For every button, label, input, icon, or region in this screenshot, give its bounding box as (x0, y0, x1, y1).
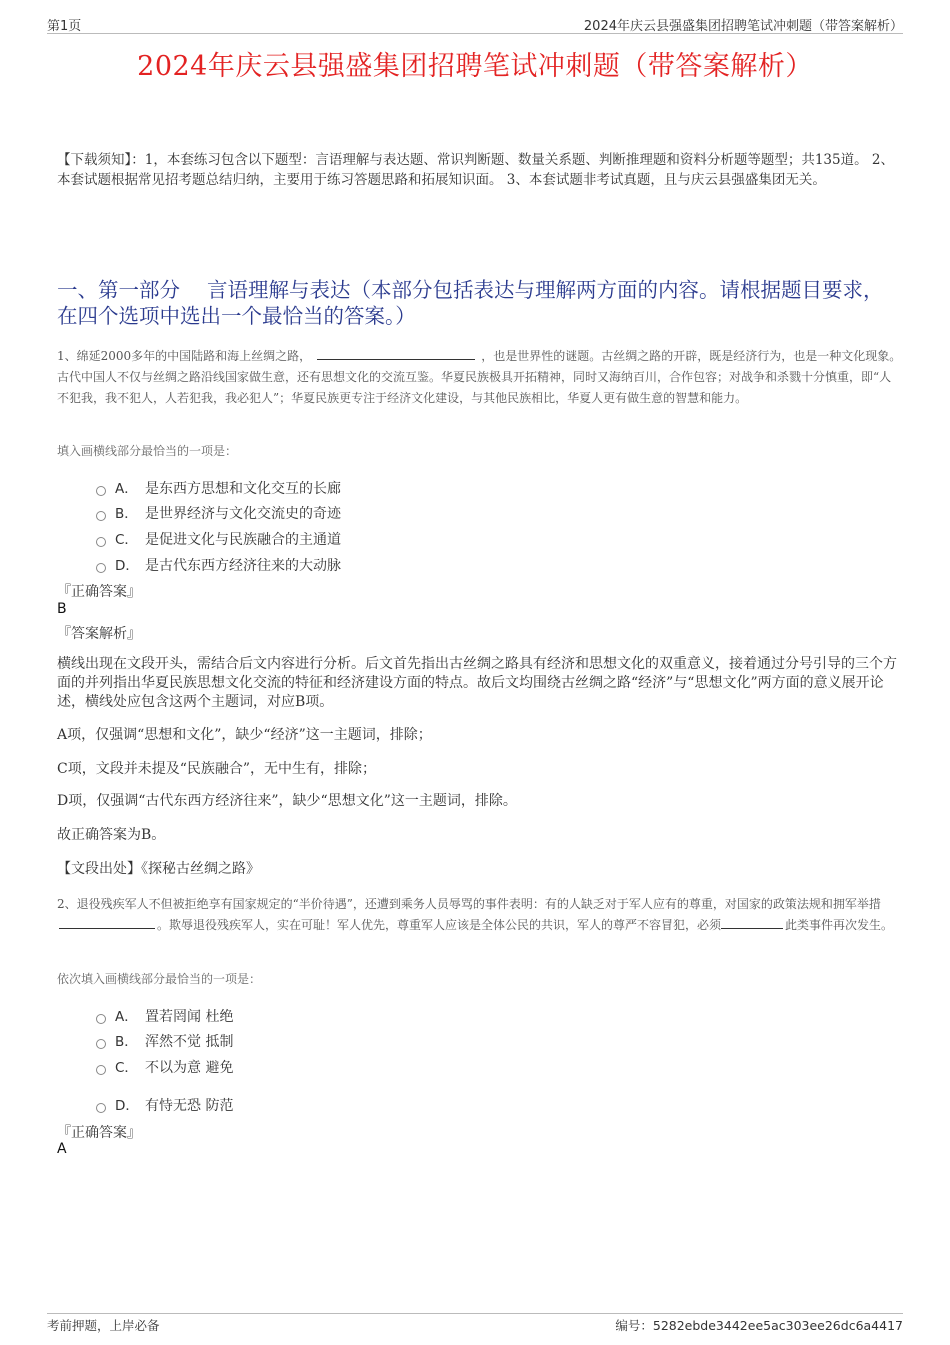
q1-answer-label: 『正确答案』 (57, 584, 141, 600)
header-doc-title: 2024年庆云县强盛集团招聘笔试冲刺题（带答案解析） (583, 19, 903, 34)
q2-option-d[interactable]: D． 有恃无恐 防范 (96, 1094, 233, 1116)
q1-source: 【文段出处】《探秘古丝绸之路》 (57, 861, 260, 877)
q1-option-d[interactable]: D． 是古代东西方经济往来的大动脉 (96, 554, 341, 576)
page-title: 2024年庆云县强盛集团招聘笔试冲刺题（带答案解析） (137, 51, 813, 82)
radio-icon[interactable] (96, 1039, 106, 1049)
q1-option-c[interactable]: C． 是促进文化与民族融合的主通道 (96, 528, 341, 550)
radio-icon[interactable] (96, 511, 106, 521)
q2-option-a[interactable]: A． 置若罔闻 杜绝 (96, 1005, 233, 1027)
radio-icon[interactable] (96, 563, 106, 573)
question-2-text: 2、退役残疾军人不但被拒绝享有国家规定的“半价待遇”，还遭到乘务人员辱骂的事件表明：有的人缺乏对于军人应有的尊重，对国家的政策法规和拥军举措。欺辱退役残疾军人，实在可耻！军人优先，尊重军人应该是全体公民的共识，军人的尊严不容冒犯，必须 此类事件再次发生。 (57, 897, 894, 932)
answer-blank (721, 916, 783, 929)
q1-analysis-item: D项，仅强调“古代东西方经济往来”，缺少“思想文化”这一主题词，排除。 (57, 793, 517, 809)
q1-option-a[interactable]: A． 是东西方思想和文化交互的长廊 (96, 477, 341, 499)
radio-icon[interactable] (96, 1065, 106, 1075)
section-heading: 一、第一部分 言语理解与表达（本部分包括表达与理解两方面的内容。请根据题目要求，在四个选项中选出一个最恰当的答案。） (57, 278, 884, 328)
question-1-instruction: 填入画横线部分最恰当的一项是： (57, 444, 238, 458)
page-header (47, 15, 903, 34)
q1-analysis-label: 『答案解析』 (57, 626, 141, 642)
page-number: 第1页 (47, 19, 82, 34)
q2-answer-label: 『正确答案』 (57, 1125, 141, 1141)
question-2-instruction: 依次填入画横线部分最恰当的一项是： (57, 972, 262, 986)
q1-option-b[interactable]: B． 是世界经济与文化交流史的奇迹 (96, 502, 341, 524)
radio-icon[interactable] (96, 1014, 106, 1024)
q1-analysis-item: C项，文段并未提及“民族融合”，无中生有，排除； (57, 761, 377, 777)
q1-analysis-item: A项，仅强调“思想和文化”，缺少“经济”这一主题词，排除； (57, 727, 432, 743)
radio-icon[interactable] (96, 537, 106, 547)
q2-answer: A (57, 1141, 67, 1157)
q2-option-c[interactable]: C． 不以为意 避免 (96, 1056, 233, 1078)
footer-slogan: 考前押题，上岸必备 (47, 1318, 160, 1333)
q1-analysis-conclusion: 故正确答案为B。 (57, 827, 166, 843)
radio-icon[interactable] (96, 1103, 106, 1113)
page-footer (47, 1313, 903, 1334)
answer-blank (59, 916, 155, 929)
question-1-text: 1、绵延2000多年的中国陆路和海上丝绸之路， ，也是世界性的谜题。古丝绸之路的开辟，既是经济行为，也是一种文化现象。古代中国人不仅与丝绸之路沿线国家做生意，还有思想文化的交流互鉴。华夏民族极具开拓精神，同时又海纳百川，合作包容；对战争和杀戮十分慎重，即“人不犯我，我不犯人，人若犯我，我必犯人”；华夏民族更专注于经济文化建设，与其他民族相比，华夏人更有做生意的智慧和能力。 (57, 349, 902, 405)
download-notice: 【下载须知】：1，本套练习包含以下题型：言语理解与表达题、常识判断题、数量关系题、判断推理题和资料分析题等题型；共135道。 2、本套试题根据常见招考题总结归纳，主要用于练习答题思路和拓展知识面。 3、本套试题非考试真题，且与庆云县强盛集团无关。 (57, 152, 894, 188)
q1-analysis-paragraph: 横线出现在文段开头，需结合后文内容进行分析。后文首先指出古丝绸之路具有经济和思想文化的双重意义，接着通过分号引导的三个方面的并列指出华夏民族思想文化交流的特征和经济建设方面的特点。故后文均围绕古丝绸之路“经济”与“思想文化”两方面的意义展开论述，横线处应包含这两个主题词，对应B项。 (57, 656, 897, 710)
q2-option-b[interactable]: B． 浑然不觉 抵制 (96, 1030, 233, 1052)
footer-doc-id: 编号：5282ebde3442ee5ac303ee26dc6a4417 (615, 1318, 903, 1333)
answer-blank (317, 347, 475, 360)
q1-answer: B (57, 601, 67, 617)
radio-icon[interactable] (96, 486, 106, 496)
